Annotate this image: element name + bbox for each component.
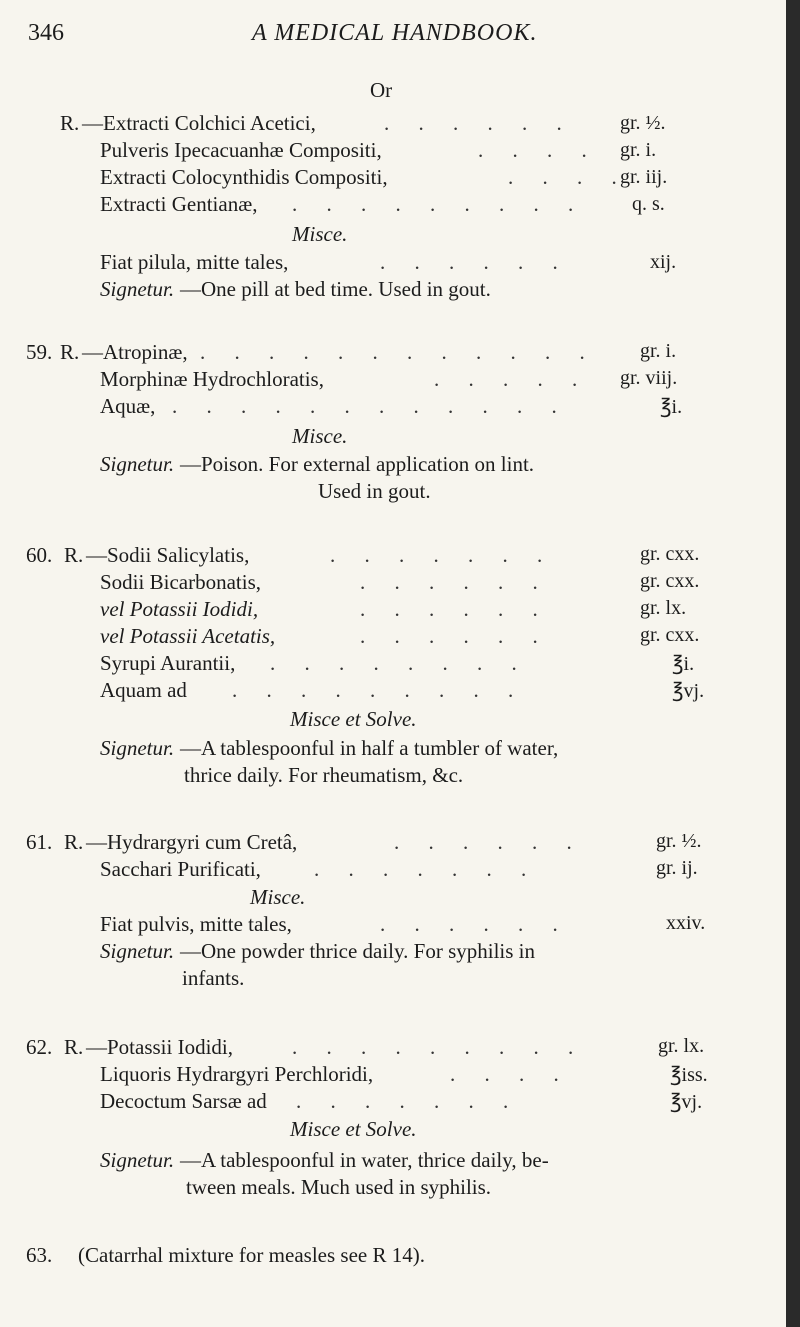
- ingredient: Liquoris Hydrargyri Perchloridi,: [100, 1062, 374, 1086]
- amount: ℥i.: [660, 396, 683, 418]
- prescription-number: 59.: [26, 340, 53, 364]
- amount: ℥i.: [672, 653, 695, 675]
- running-title: A MEDICAL HANDBOOK.: [252, 20, 538, 46]
- ingredient: Syrupi Aurantii,: [100, 651, 236, 675]
- ingredient: Sodii Bicarbonatis,: [100, 570, 261, 594]
- signetur-label: Signetur.: [100, 1148, 175, 1172]
- signetur-label: Signetur.: [100, 736, 175, 760]
- signetur-text: —One pill at bed time. Used in gout.: [180, 277, 491, 301]
- amount: ℥vj.: [672, 680, 705, 702]
- signetur-text: —A tablespoonful in water, thrice daily, be-: [180, 1148, 549, 1172]
- rx-symbol: R.: [64, 1035, 84, 1059]
- misce-label: Misce.: [292, 222, 348, 246]
- amount: gr. lx.: [658, 1035, 705, 1057]
- amount: gr. ½.: [656, 830, 702, 852]
- rx-symbol: R.: [64, 543, 84, 567]
- amount: gr. i.: [640, 340, 677, 362]
- page-number: 346: [28, 20, 64, 46]
- signetur-label: Signetur.: [100, 452, 175, 476]
- amount: gr. ½.: [620, 112, 666, 134]
- ingredient: vel Potassii Iodidi,: [100, 597, 259, 621]
- amount: gr. cxx.: [640, 543, 700, 565]
- amount: gr. viij.: [620, 367, 678, 389]
- signetur-text-continued: Used in gout.: [318, 479, 431, 503]
- prescription-number: 62.: [26, 1035, 53, 1059]
- book-page: 346 A MEDICAL HANDBOOK. Or R. —Extracti Colchici Acetici, . . . . . . gr. ½. Pulveris Ipecacuanhæ Compositi, . . . . gr. i. Extracti Colocynthidis Compositi, . . . . gr. iij. Extracti Gentianæ, . . . . . . . . . q. s. Misce. Fiat pilula, mitte tales, . . . . . . xij. Signetur. —One pill at bed time. Used in gout. 59. R. —Atropinæ, . . . . . . . . . . . . gr. i. Morphinæ Hydrochloratis, . . . . . gr. viij. Aquæ, . . . . . . . . . . . . ℥i. Misce. Signetur. —Poison. For external application on lint. Used in gout. 60. R. —Sodii Salicylatis, . . . . . . . gr. cxx. Sodii Bicarbonatis, . . . . . . gr. cxx. vel Potassii Iodidi, . . . . . . gr. lx. vel Potassii Acetatis, . . . . . . gr. cxx. Syrupi Aurantii, . . . . . . . . ℥i. Aquam ad . . . . . . . . . ℥vj. Misce et Solve. Signetur. —A tablespoonful in half a tumbler of water, thrice daily. For rheumatism, &c. 61. R. —Hydrargyri cum Cretâ, . . . . . . gr. ½. Sacchari Purificati, . . . . . . . gr. ij. Misce. Fiat pulvis, mitte tales, . . . . . . xxiv. Signetur. —One powder thrice daily. For syphilis in infants. 62. R. —Potassii Iodidi, . . . . . . . . . gr. lx. Liquoris Hydrargyri Perchloridi, . . . . ℥iss. Decoctum Sarsæ ad . . . . . . . ℥vj. Misce et Solve. Signetur. —A tablespoonful in water, thrice daily, be- tween meals. Much used in syphilis. 63. (Catarrhal mixture for measles see R 14).: [0, 0, 800, 1327]
- prescription-number: 63.: [26, 1243, 53, 1267]
- signetur-label: Signetur.: [100, 277, 175, 301]
- amount: gr. cxx.: [640, 570, 700, 592]
- signetur-text: —One powder thrice daily. For syphilis in: [180, 939, 536, 963]
- ingredient: —Extracti Colchici Acetici,: [82, 111, 316, 135]
- misce-label: Misce et Solve.: [290, 707, 417, 731]
- amount: gr. i.: [620, 139, 657, 161]
- signetur-label: Signetur.: [100, 939, 175, 963]
- ingredient: —Hydrargyri cum Cretâ,: [86, 830, 298, 854]
- signetur-text-continued: infants.: [182, 966, 245, 990]
- signetur-text: —A tablespoonful in half a tumbler of water,: [180, 736, 559, 760]
- amount: ℥vj.: [670, 1091, 703, 1113]
- misce-label: Misce et Solve.: [290, 1117, 417, 1141]
- signetur-text-continued: tween meals. Much used in syphilis.: [186, 1175, 492, 1199]
- ingredient: Extracti Gentianæ,: [100, 192, 258, 216]
- amount: gr. ij.: [656, 857, 698, 879]
- ingredient: Aquam ad: [100, 678, 187, 702]
- fiat-instruction: Fiat pilula, mitte tales,: [100, 250, 289, 274]
- ingredient: Morphinæ Hydrochloratis,: [100, 367, 324, 391]
- page-edge-shadow: [786, 0, 800, 1327]
- prescription-number: 60.: [26, 543, 53, 567]
- ingredient: Extracti Colocynthidis Compositi,: [100, 165, 388, 189]
- signetur-text: —Poison. For external application on lint.: [180, 452, 535, 476]
- or-label: Or: [370, 78, 393, 102]
- ingredient: —Sodii Salicylatis,: [86, 543, 250, 567]
- amount: q. s.: [632, 193, 665, 215]
- ingredient: —Potassii Iodidi,: [86, 1035, 234, 1059]
- ingredient: Sacchari Purificati,: [100, 857, 261, 881]
- amount: xxiv.: [666, 912, 706, 934]
- rx-symbol: R.: [60, 111, 80, 135]
- amount: xij.: [650, 251, 677, 273]
- rx-symbol: R.: [60, 340, 80, 364]
- amount: gr. lx.: [640, 597, 687, 619]
- cross-reference-note: (Catarrhal mixture for measles see R 14).: [78, 1243, 425, 1267]
- amount: ℥iss.: [670, 1064, 708, 1086]
- misce-label: Misce.: [250, 885, 306, 909]
- ingredient: —Atropinæ,: [82, 340, 188, 364]
- amount: gr. cxx.: [640, 624, 700, 646]
- signetur-text-continued: thrice daily. For rheumatism, &c.: [184, 763, 464, 787]
- rx-symbol: R.: [64, 830, 84, 854]
- page-header: [28, 20, 780, 56]
- ingredient: Decoctum Sarsæ ad: [100, 1089, 267, 1113]
- ingredient: vel Potassii Acetatis,: [100, 624, 276, 648]
- amount: gr. iij.: [620, 166, 668, 188]
- ingredient: Pulveris Ipecacuanhæ Compositi,: [100, 138, 382, 162]
- fiat-instruction: Fiat pulvis, mitte tales,: [100, 912, 292, 936]
- misce-label: Misce.: [292, 424, 348, 448]
- prescription-number: 61.: [26, 830, 53, 854]
- ingredient: Aquæ,: [100, 394, 156, 418]
